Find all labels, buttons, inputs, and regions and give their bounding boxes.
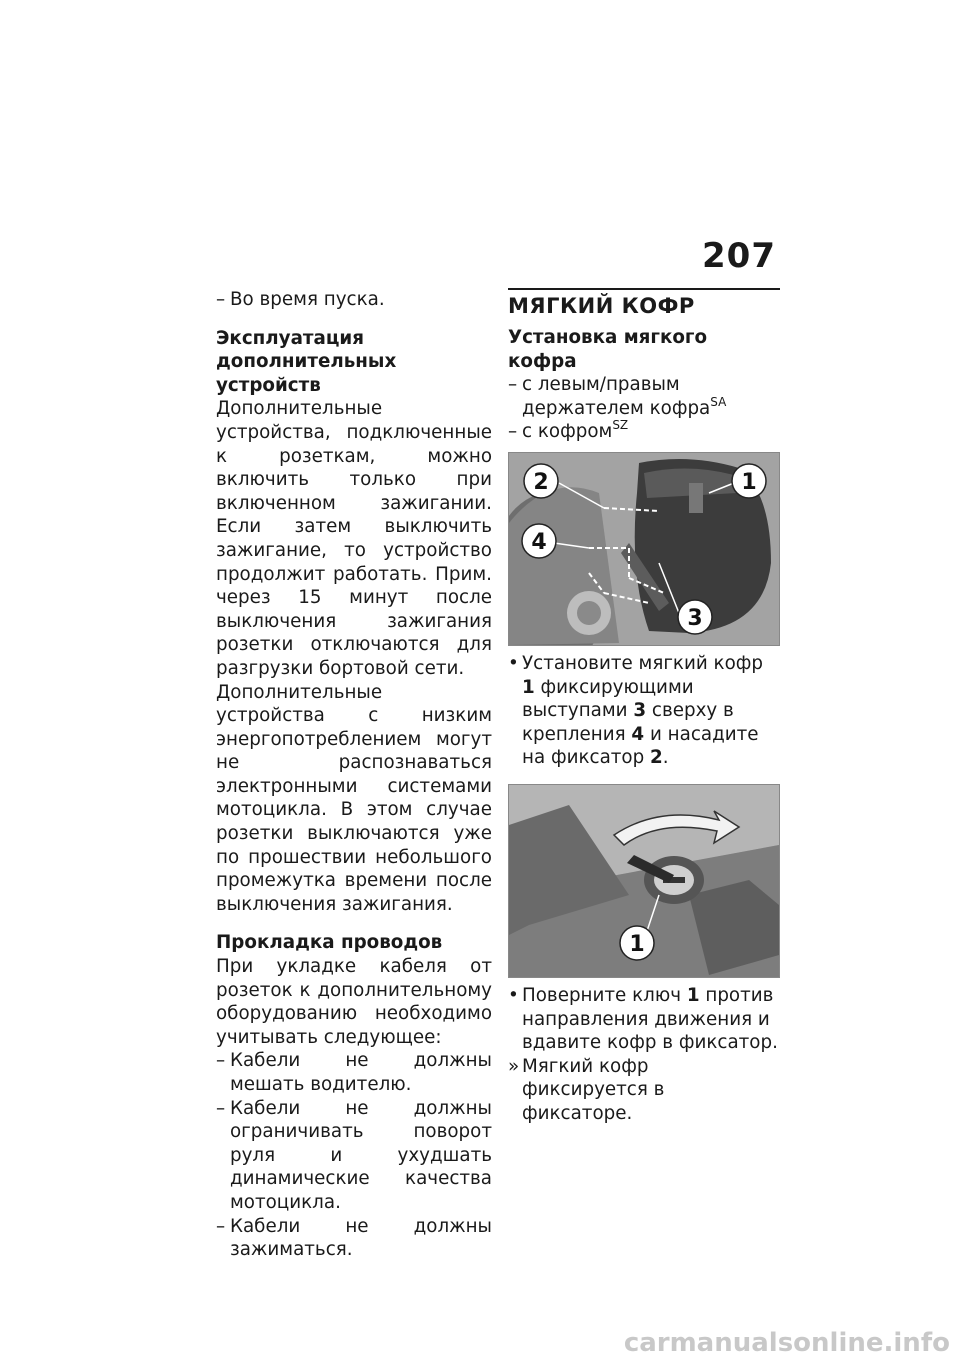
- instruction-step: [508, 652, 780, 770]
- dash-marker: –: [216, 1050, 226, 1072]
- condition-item: [508, 420, 780, 444]
- soft-case-mounting-illustration: [509, 453, 779, 645]
- section-title-soft-case: МЯГКИЙ КОФР: [508, 288, 780, 318]
- section-title-cable-routing: Прокладка проводов: [216, 932, 443, 954]
- bullet-marker: •: [508, 984, 519, 1006]
- callout-label: 1: [629, 931, 645, 957]
- right-column: [508, 288, 780, 1126]
- result-text: Мягкий кофр фиксируется в фиксаторе.: [522, 1055, 665, 1124]
- option-code-sa: SA: [710, 394, 727, 409]
- dash-marker: –: [508, 374, 518, 396]
- list-item: [216, 1097, 492, 1215]
- accessories-paragraph-2: Дополнительные устройства с низким энергопотреблением могут не распознаваться электронными системами мотоцикла. В этом случае розетки выключаются уже по прошествии небольшого промежутка времени после выключения зажигания.: [216, 681, 492, 915]
- list-item-text: Кабели не должны мешать водителю.: [230, 1050, 492, 1095]
- callout-2: [524, 464, 558, 498]
- list-item: [216, 1215, 492, 1262]
- list-item-text: Кабели не должны зажиматься.: [230, 1215, 492, 1261]
- condition-text: с левым/правым держателем кофра: [522, 374, 711, 419]
- condition-text: с кофром: [522, 421, 613, 443]
- figure-key-lock: [508, 784, 780, 978]
- condition-item: [508, 373, 780, 420]
- list-item: [216, 1049, 492, 1096]
- callout-label: 2: [533, 469, 549, 495]
- callout-4: [522, 524, 556, 558]
- option-code-sz: SZ: [612, 418, 629, 433]
- callout-1: [620, 926, 654, 960]
- dash-marker: –: [216, 1215, 226, 1237]
- figure-soft-case-mounting: [508, 452, 780, 646]
- subsection-title-install: Установка мягкого кофра: [508, 327, 708, 372]
- accessories-paragraph-1: Дополнительные устройства, подключенные к розеткам, можно включить только при включенном зажигании. Если затем выключить зажигание, то устройство продолжит работать. Прим. через 15 минут после выключения зажигания розетки отключаются для разгрузки бортовой сети.: [216, 398, 492, 679]
- callout-label: 3: [687, 605, 703, 631]
- dash-marker: –: [508, 421, 518, 443]
- list-item-text: Кабели не должны ограничивать поворот руля и ухудшать динамические качества мотоцикла.: [230, 1097, 492, 1213]
- section-title-accessories: Эксплуатация дополнительных устройств: [216, 327, 397, 396]
- dash-marker: –: [216, 1097, 226, 1119]
- result-marker: »: [508, 1055, 520, 1077]
- result-item: [508, 1055, 780, 1126]
- key-lock-illustration: [509, 785, 779, 977]
- instruction-text: Поверните ключ 1 против направления движения и вдавите кофр в фиксатор.: [522, 984, 778, 1054]
- instruction-text: Установите мягкий кофр 1 фиксирующими выступами 3 сверху в крепления 4 и насадите на фиксатор 2.: [522, 652, 764, 769]
- intro-dash-item: [216, 288, 492, 312]
- left-column: [216, 288, 492, 1262]
- callout-1: [732, 464, 766, 498]
- intro-dash-text: Во время пуска.: [230, 289, 385, 310]
- bullet-marker: •: [508, 652, 519, 674]
- callout-label: 4: [531, 529, 547, 555]
- watermark: carmanualsonline.info: [623, 1328, 950, 1358]
- callout-3: [678, 600, 712, 634]
- page-number: 207: [702, 236, 776, 276]
- cable-routing-paragraph: При укладке кабеля от розеток к дополнительному оборудованию необходимо учитывать следующее:: [216, 956, 492, 1048]
- instruction-step: [508, 984, 780, 1055]
- callout-label: 1: [741, 469, 757, 495]
- dash-marker: –: [216, 289, 226, 310]
